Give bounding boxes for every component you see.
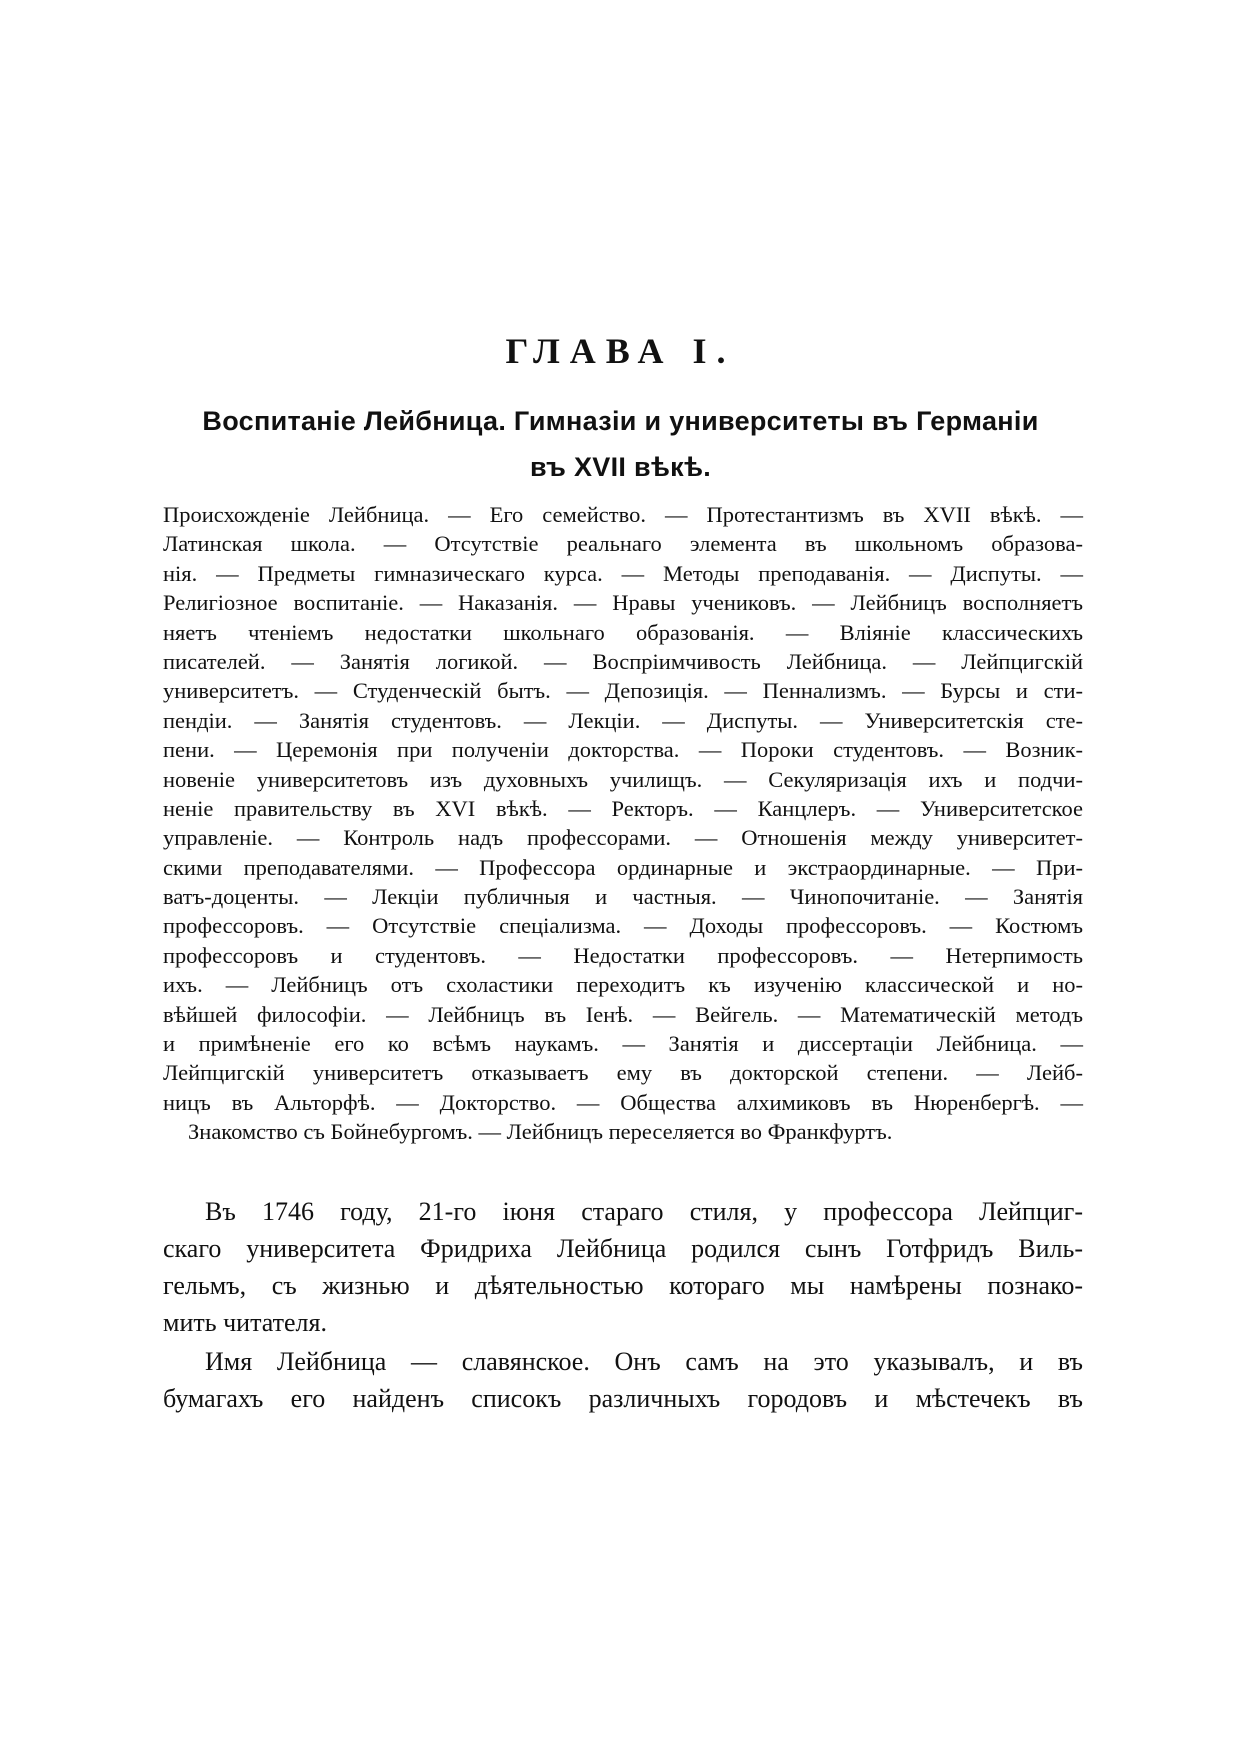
- chapter-summary: [163, 500, 1083, 1147]
- summary-line: ницъ въ Альторфѣ. — Докторство. — Общества алхимиковъ въ Нюренбергѣ. —: [163, 1089, 1083, 1115]
- chapter-title: ГЛАВА I.: [505, 331, 736, 371]
- paragraph-line: Въ 1746 году, 21-го іюня стараго стиля, у профессора Лейпциг-: [205, 1197, 1083, 1226]
- summary-line: и примѣненіе его ко всѣмъ наукамъ. — Занятія и диссертаціи Лейбница. —: [163, 1031, 1083, 1057]
- summary-line: вѣйшей философіи. — Лейбницъ въ Іенѣ. — Вейгель. — Математическій методъ: [163, 1001, 1083, 1027]
- summary-line: неніе правительству въ XVI вѣкѣ. — Ректоръ. — Канцлеръ. — Университетское: [163, 795, 1083, 821]
- paragraph-line: мить читателя.: [163, 1308, 327, 1337]
- summary-line: ватъ-доценты. — Лекціи публичныя и частныя. — Чинопочитаніе. — Занятія: [163, 884, 1083, 910]
- summary-line: Лейпцигскій университетъ отказываетъ ему въ докторской степени. — Лейб-: [163, 1060, 1083, 1086]
- summary-line: нія. — Предметы гимназическаго курса. — Методы преподаванія. — Диспуты. —: [163, 560, 1083, 586]
- body-paragraph: [163, 1343, 1083, 1417]
- paragraph-line: скаго университета Фридриха Лейбница родился сынъ Готфридъ Виль-: [163, 1234, 1083, 1263]
- summary-line: писателей. — Занятія логикой. — Воспріимчивость Лейбница. — Лейпцигскій: [163, 648, 1083, 674]
- paragraph-line: Имя Лейбница — славянское. Онъ самъ на это указывалъ, и въ: [205, 1347, 1083, 1376]
- chapter-subtitle-line: въ XVII вѣкѣ.: [529, 452, 712, 482]
- summary-line: профессоровъ и студентовъ. — Недостатки профессоровъ. — Нетерпимость: [163, 942, 1083, 968]
- summary-line: Происхожденіе Лейбница. — Его семейство. — Протестантизмъ въ XVII вѣкѣ. —: [163, 502, 1083, 527]
- summary-line: Знакомство съ Бойнебургомъ. — Лейбницъ переселяется во Франкфуртъ.: [188, 1119, 893, 1145]
- summary-line: университетъ. — Студенческій бытъ. — Депозиція. — Пеннализмъ. — Бурсы и сти-: [163, 678, 1083, 704]
- summary-line: управленіе. — Контроль надъ профессорами. — Отношенія между университет-: [163, 825, 1083, 851]
- chapter-subtitle: [150, 398, 1091, 490]
- paragraph-line: бумагахъ его найденъ списокъ различныхъ городовъ и мѣстечекъ въ: [163, 1384, 1083, 1413]
- summary-line: Религіозное воспитаніе. — Наказанія. — Нравы учениковъ. — Лейбницъ восполняетъ: [163, 590, 1083, 616]
- body-paragraph: [163, 1193, 1083, 1341]
- summary-line: Латинская школа. — Отсутствіе реальнаго элемента въ школьномъ образова-: [163, 531, 1083, 557]
- chapter-subtitle-line: Воспитаніе Лейбница. Гимназіи и университеты въ Германіи: [202, 406, 1039, 436]
- summary-line: пени. — Церемонія при полученіи докторства. — Пороки студентовъ. — Возник-: [163, 737, 1083, 763]
- paragraph-line: гельмъ, съ жизнью и дѣятельностью котораго мы намѣрены познако-: [163, 1271, 1083, 1300]
- summary-line: новеніе университетовъ изъ духовныхъ училищъ. — Секуляризація ихъ и подчи-: [163, 766, 1083, 792]
- summary-line: ихъ. — Лейбницъ отъ схоластики переходитъ къ изученію классической и но-: [163, 972, 1083, 998]
- summary-line: скими преподавателями. — Профессора ординарные и экстраординарные. — При-: [163, 854, 1083, 880]
- summary-line: няетъ чтеніемъ недостатки школьнаго образованія. — Вліяніе классическихъ: [163, 619, 1083, 645]
- summary-line: профессоровъ. — Отсутствіе спеціализма. — Доходы профессоровъ. — Костюмъ: [163, 913, 1083, 939]
- summary-line: пендіи. — Занятія студентовъ. — Лекціи. — Диспуты. — Университетскія сте-: [163, 707, 1083, 733]
